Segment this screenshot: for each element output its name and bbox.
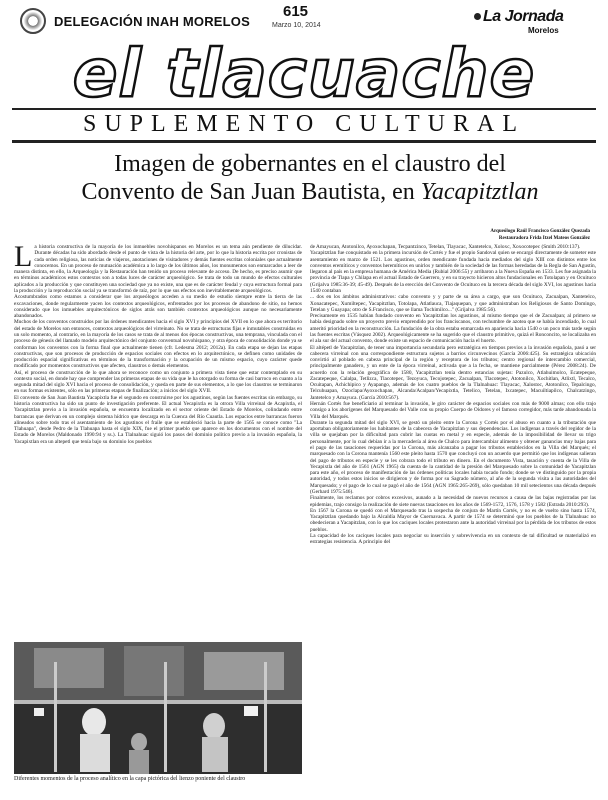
- issue-date: Marzo 10, 2014: [272, 22, 321, 29]
- newspaper-logo: [474, 8, 563, 26]
- masthead-rule-bottom: [12, 140, 596, 143]
- headline-italic: Yacapitztlan: [420, 179, 539, 205]
- author-1: Arqueólogo Raúl Francisco González Quezada: [490, 229, 590, 234]
- left-paragraph-text: a historia constructiva de la mayoría de los inmuebles novohispanos en Morelos es un tema aún pendiente de dilucidar. Durante décadas ha sido abordado desde el punto de vista de la historia del arte, por lo que la historia escrita por cronistas de cada orden religiosa, las noticias de viajeros, anotaciones de visitadores y demás fuentes escritas coloniales que actualmente conocemos. En un proceso de mutuación académica a lo largo de los últimos años, los monumentos son enmarcados a leer de manera distinta, en ello, la Arqueología y la Restauración han tenido un proceso relevante de acceso. De hecho, es preciso asumir que en términos académicos estos contextos son a todas luces de carácter arqueológico. Se trata de todo un mundo de efectos culturales aplicados a la producción y que constituyen una sociedad que ya no existe, una que es de carácter feudal y cuya estructura formal para la producción y la reproducción social ya se transformó de raíz, por lo que sus efectos son inevitablemente arqueológicos.: [14, 244, 302, 294]
- photo-caption: Diferentes momentos de la proceso analítico en la capa pictórica del lienzo poniente del claustro: [14, 776, 246, 782]
- left-paragraph: [14, 244, 302, 294]
- article-authors: [490, 228, 590, 242]
- right-paragraph: Durante la segunda mitad del siglo XVI, se gestó un pleito entre la Corona y Cortés por el abuso en cuanto a la tributación que aportaban obligatoriamente los habitantes de la cabecera de Yacapitzlan y sus dependencias. Los indígenas a través del regidor de la villa se quejaban por la dificultad para cubrir las cuotas en metal y en especie, además de la imposibilidad de llevar su trigo personalmente, por lo cual debían ir a la mercadería al área de Chalco para intercambiar alimento y obtener ganancias muy bajas para el pago de las tasaciones requeridas por la Corona, más alcanzaba a pagar los tributos establecidos en la Villa del Marqués; el marquesado con la Corona mantenía 1560 este pleito hasta 1570 que concluyó con un acuerdo que permitió que los indígenas salieran del pago de tributos en especie y se les cobrara todo el tributo en dinero. En el documento Vista, tasación y cuenta de la Villa de Yecapixtla del año de 1561 (AGN 1965) da cuenta de la cantidad de la presión del Marquesado sobre la comunidad de Yacapitzlan para este año, el proceso de manifestación de las órdenes políticas locales había tocado fondo; donde se ve distinguido por la propia autoridad, y todos estos inicios se dirigieron y de forma por su Sagrado número, al año de la segunda visita a las autoridades del Marquesado; y el pago de lo cual se pagó el año de 1564 (AGN 1965:265-269), sólo quedaban 10 mil setecientos una década después (Gerhard 1975:546).: [310, 419, 596, 495]
- right-paragraph: de Amayucan, Atotonilco, Ayoxochapan, Tecpantzinco, Tetelan, Tlayacac, Xantetelco, Xoloxc, Xoxocotepec (Smith 2010:137).: [310, 244, 581, 250]
- right-paragraph: Hernán Cortés fue beneficiario al terminar la invasión, le giro carácter de espacios sociales con más de 9000 almas; con ello trajo consigo a los aborígenes del Marquesado del Valle con su propio Cuerpo de Oidores y el famoso corregidor, más tarde abandonada la Villa del Marqués.: [310, 401, 596, 420]
- left-paragraph: El convento de San Juan Bautista Yacapixtla fue el segundo en construirse por los agustinos, según las fuentes escritas sin embargo, su historia constructiva ha sido un punto de investigación preferente. El actual Yecapixtla es la otrora Villa virreinal de Acapixtla, el Yacapitztlan previo a la invasión española, se encuentra localizado en el sector oriente del Estado de Morelos, colindando entre barrancas que derivan en un complejo sistema hídrico que descarga en la Cuenca del Río Cuautla. Los espacios entre barrancas fueron alineados sobre todo tras el asentamiento de los agustinos el fraile que se estableció hacia la parte de 1565 se conoce como "La Tlahuapa", desde Pedro de la Tlahuapa hasta el siglo XIX, fue el primer pueblo que aparece en los documentos con el nombre del Estado de Morelos (Maldonado 1990:94 y ss.). La Tlalnahuac siguió los pasos del dominio político previo a la invasión española, la Yacapixtlan era un altepetl que tenía bajo su dominio los pueblos: [14, 394, 302, 445]
- headline-line-2: [30, 178, 590, 206]
- right-paragraph: Yacapitztlan fue conquistado en la primera incursión de Cortés y fue el propio Sandoval quien se encargó directamente de someter este asentamiento en marzo de 1521. Los agustinos, orden mendicante fundada hacia mediados del siglo XIII con distintos entre los conventos eremíticos y conventos heremíticos en unirlos y también de la sociedad de las formas heredadas de la Regla de San Agustín, llegaron al país en la empresa humana de América Media (Rubial 2006:55) y arribaron a la Nueva España en 1533. Les fue asignada la provincia de Tlapa y Chilapa en el actual Estado de Guerrero, y en su trayecto hicieron altos fundacionales en Totolapan y en Ocuituco (Grijalva 1985:36-39; 45-49). Después de la erección del Convento de Ocuituco en la tercera década del siglo XVI, los agustinos hacia 1540 contaban: [310, 250, 596, 294]
- newspaper-sub: Morelos: [528, 26, 559, 35]
- right-paragraph: Precisamente en 1535 habían fundado convento en Yacapitztlan los agustinos, al mismo tiempo que el de Zacualpan; al primero se había designado sobre un proyecto previo emprendido por los franciscanos, con techumbre de azotea que se había incendiado, lo cual ameritó prioridad en la reconstrucción. La fundación de la obra estaba enmarcada en apariencia hacia 1540 o un poco más tarde según las fuentes escritas (Vásquez 2002). Arqueológicamente se ha sugerido que el claustro primitivo, quizá el Ronconcito, se localizaba en el ala sur del actual convento, donde existe un espacio de comunicación hacia el huerto.: [310, 313, 596, 345]
- masthead-subtitle: SUPLEMENTO CULTURAL: [82, 111, 526, 137]
- left-column: [14, 244, 302, 640]
- headline-line-2-text: Convento de San Juan Bautista, en: [81, 179, 415, 205]
- left-paragraph: Acostumbrados como estamos a considerar que los arqueólogos acceden a su medio de estudio siempre entre la tierra de las excavaciones, donde regularmente yacen los contextos arqueológicos, enfrentados por los procesos de abandono de sitio, no hemos considerado que los inmuebles arquitectónicos de siglos atrás son también contextos arqueológicos aunque no necesariamente abandonados.: [14, 294, 302, 320]
- drop-cap: L: [14, 244, 33, 273]
- photo-image: [14, 642, 302, 774]
- article-photo: [14, 642, 302, 774]
- left-paragraph: Muchos de los conventos construidos por las órdenes mendicantes hacia el siglo XVI y principios del XVII en lo que ahora es territorio del estado de Morelos son entonces, contextos arqueológicos del virreinato. No se trata de estructuras fijas e inmutables construidas en un solo momento, al contrario, en la mayoría de los casos se trata de al menos dos épocas constructivas, una temprana, vinculada con el proceso de génesis del llamado modelo arquitectónico del conjunto conventual novohispano, y otra época de consolidación donde ya se conforman los conventos con la forma final que actualmente tienen (cfr. Ledesma 2012; 2012a). En cada etapa se dejan las etapas constructivas, que son procesos de producción de espacios sociales con efectos en lo arquitectónico, se definen como unidades de producción espacial significativas en términos de la transformación y la ocupación de un mismo espacio, cuyo carácter quede modificado por momentos constructivos que afecten, claustros o demás elementos.: [14, 319, 302, 370]
- newspaper-name: La Jornada: [483, 8, 564, 25]
- right-paragraph: Finalmente, los reclamos por cobros excesivos, aunado a la necesidad de nuevos recursos a causa de las bajas registradas por las epidemias, trajo consigo la realización de siete nuevas tasaciones en los años de 1569-1572, 1576, 1578 y 1582 (Estrada 2010:293).: [310, 495, 596, 508]
- delegacion-label: DELEGACIÓN INAH MORELOS: [54, 14, 250, 29]
- article-headline: [30, 150, 590, 206]
- inah-logo-icon: [20, 8, 46, 34]
- headline-line-1: Imagen de gobernantes en el claustro del: [114, 151, 506, 177]
- left-paragraph: Así, el proceso de construcción de lo que ahora se reconoce como un conjunto a primera vista tiene que estar contemplado en su contexto social, en donde hay que comprender las primeras etapas de su vida que le ha otorgado su forma de casi barroco en cuanto a la segunda mitad del siglo XVI hacia el proceso de consolidación, y queda en parte de sus elementos, a lo que los claustros se terminaron en sus formas existentes, sólo en las primeras etapas de finalización; a inicios del siglo XVII.: [14, 369, 302, 395]
- masthead-title: el tlacuache: [72, 35, 536, 112]
- masthead-top: [0, 0, 608, 40]
- right-paragraph: El altépetl de Yacapitzlan, de tener una importancia secundaria pero estratégica en tiempos previos a la invasión española, pasó a ser cabecera virreinal con una correspondiente estructura sujetos a barrios circunvecinos (García 2006:425). Su estratégica ubicación convirtió al poblado en cabeza principal de la región y receptora de los tributos; centro regional de intercambio comercial, principalmente ganadero, y un ente de la época virreinal, activada que a la fecha, se mantiene parcialmente (Pérez 2008:24). De acuerdo con la relación geográfica de 1580, Yacapitztlan tenía dentro estancias sujetas: Pazulco, Atlahuimolco, Ecatepeque, Zacatepeque, Calalpa, Tetlizca, Tlacotepec, Tezoyuca, Tecojotepec, Zacualpan, Tlacotepec, Atotonilco, Xochitlan, Atlixtl, Tecalco, Ocuitapan, Achichipico y Ayapango, además de los cuatro pueblos de la Tlalnahuac: Tlayacac, Xalostoc, Atotonilco, Tepalcingo, Telcuhuapan, Ozoclapa/Ayoxochapan, Alcanda/Acalpan/Yecapixtla, Tetelico, Tetelan, Ixcatepec, Macuiltiapilco, Chalcatzingo, Jantetelco y Amayuca. (García 2010:567).: [310, 344, 596, 401]
- author-2: Restauradora Frida Itzel Mateos González: [498, 236, 590, 241]
- right-paragraph: ... dos en los ámbitos administrativos: cabo convento y y parte de su área a cargo, que son Ocuituco, Zacualpan, Xantetelco, Xonacatepec, Xumiltepec, Yacapitztlan, Totolapa, Atlatlauca, Tlajaquepan, y que administraban los Religiosos de Santo Domingo, Tetelan y Guayapa; otro de S.Francisco, que se llama Tochimilco..." (Grijalva 1985:56).: [310, 294, 596, 313]
- issue-number: 615: [283, 3, 309, 20]
- jornada-dot-icon: [474, 13, 481, 20]
- right-paragraph: La capacidad de los caciques locales para negociar su inserción y sobrevivencia en un contexto de tal dificultad se materializó en estrategias resistencia. A principio del: [310, 532, 596, 546]
- right-paragraph: En 1567 la Corona se quedó con el Marquesado tras la sospecha de conjura de Martín Cortés, y no es de vuelto sino hasta 1574, Yacapitztlan quedando bajo la Alcaldía Mayor de Cuernavaca. A partir de 1574 se determinó que los pueblos de la Tlalnahuac no obedecieran a Yacapitzlan, con lo que los caciques locales protestaron ante la autoridad virreinal por la pérdida de los tributos de estos pueblos.: [310, 507, 596, 533]
- right-column: [310, 244, 596, 794]
